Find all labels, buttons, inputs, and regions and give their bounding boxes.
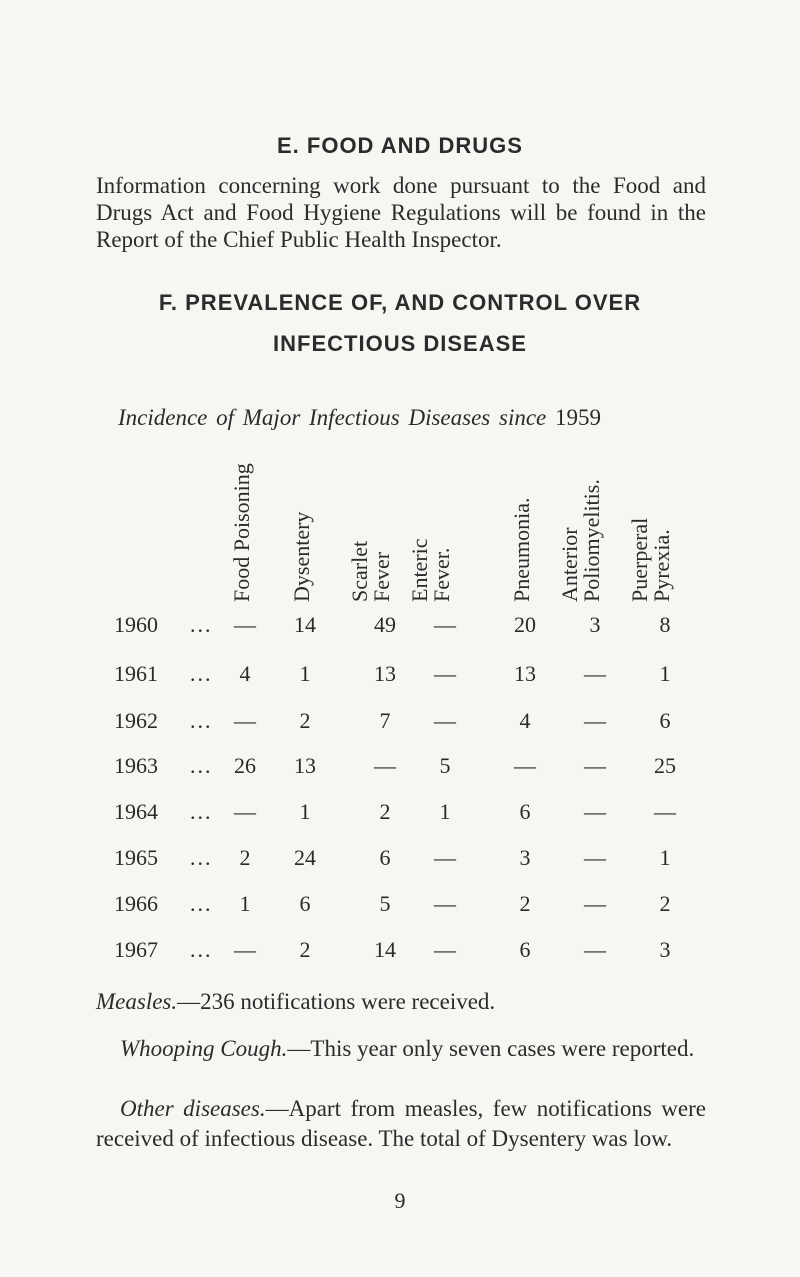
table-cell: — [434,612,456,637]
row-leader-dots: ... [190,799,213,824]
column-header [505,452,545,602]
table-cell: 1 [299,661,311,686]
table-cell: — [434,891,456,916]
other-label: Other diseases. [120,1096,266,1121]
column-header [627,452,685,602]
table-cell: 6 [519,937,531,962]
table-row [0,708,800,738]
whooping-text: —This year only seven cases were reported. [287,1036,695,1061]
row-year: 1961 [114,661,158,686]
table-cell: 3 [589,612,601,637]
table-caption-year: 1959 [555,405,601,430]
table-cell: 3 [519,845,531,870]
table-cell: 5 [439,753,451,778]
table-cell: 13 [514,661,536,686]
row-leader-dots: ... [190,891,213,916]
whooping-label: Whooping Cough. [120,1036,288,1061]
row-leader-dots: ... [190,708,213,733]
table-cell: 4 [239,661,251,686]
row-leader-dots: ... [190,661,213,686]
table-cell: 2 [239,845,251,870]
table-cell: 1 [659,661,671,686]
table-cell: 6 [519,799,531,824]
table-cell: 6 [659,708,671,733]
table-row [0,845,800,875]
table-cell: 13 [374,661,396,686]
column-header [407,452,465,602]
table-cell: 24 [294,845,316,870]
other-text: —Apart from measles, few notifications were received of infectious disease. The total of Dysentery was low. [96,1096,706,1151]
table-cell: 4 [519,708,531,733]
measles-note [96,985,706,1018]
table-cell: — [434,937,456,962]
table-cell: — [374,753,396,778]
table-row [0,612,800,642]
row-year: 1965 [114,845,158,870]
table-caption [118,405,698,431]
table-cell: 1 [239,891,251,916]
table-row [0,753,800,783]
column-header [285,452,325,602]
column-header [557,452,615,602]
column-header-label: Enteric Fever. [407,538,454,602]
column-header-label: Puerperal Pyrexia. [627,517,674,602]
row-year: 1966 [114,891,158,916]
table-cell: — [584,937,606,962]
table-cell: 6 [299,891,311,916]
table-cell: — [434,845,456,870]
table-cell: 14 [294,612,316,637]
table-row [0,799,800,829]
table-cell: 2 [379,799,391,824]
table-row [0,661,800,691]
table-cell: — [234,799,256,824]
page-number: 9 [394,1188,406,1213]
column-header-label: Dysentery [289,511,314,602]
whooping-cough-note [96,1034,706,1064]
table-cell: 26 [234,753,256,778]
table-cell: 1 [299,799,311,824]
table-cell: — [584,845,606,870]
measles-label: Measles. [96,989,178,1014]
table-row [0,891,800,921]
table-cell: 2 [519,891,531,916]
table-cell: — [584,708,606,733]
row-year: 1963 [114,753,158,778]
table-cell: 7 [379,708,391,733]
row-leader-dots: ... [190,753,213,778]
row-year: 1960 [114,612,158,637]
table-row [0,937,800,967]
column-header [347,452,405,602]
table-cell: 6 [379,845,391,870]
table-cell: 2 [299,937,311,962]
table-cell: — [434,661,456,686]
column-header-label: Food Poisoning [229,463,254,602]
table-cell: 1 [659,845,671,870]
table-cell: 1 [439,799,451,824]
table-cell: — [234,708,256,733]
table-cell: — [434,708,456,733]
row-leader-dots: ... [190,937,213,962]
table-cell: 8 [659,612,671,637]
table-cell: 13 [294,753,316,778]
column-header-label: Anterior Poliomyelitis. [557,479,604,602]
column-header-label: Pneumonia. [509,497,534,602]
row-leader-dots: ... [190,845,213,870]
section-e-heading: E. FOOD AND DRUGS [277,133,523,158]
table-cell: — [234,937,256,962]
table-cell: 25 [654,753,676,778]
section-e-text: Information concerning work done pursuant to the Food and Drugs Act and Food Hygiene Regulations will be found in the Report of the Chief Public Health Inspector. [96,173,706,252]
table-cell: — [584,661,606,686]
table-cell: — [584,799,606,824]
table-cell: 3 [659,937,671,962]
table-cell: — [514,753,536,778]
row-year: 1967 [114,937,158,962]
table-cell: 2 [659,891,671,916]
table-cell: 49 [374,612,396,637]
row-year: 1962 [114,708,158,733]
section-f-heading-line1: F. PREVALENCE OF, AND CONTROL OVER [158,290,642,315]
table-cell: — [654,799,676,824]
row-year: 1964 [114,799,158,824]
column-header-label: Scarlet Fever [347,540,394,602]
table-caption-text: Incidence of Major Infectious Diseases since [118,405,547,430]
column-header [225,452,265,602]
row-leader-dots: ... [190,612,213,637]
table-cell: 14 [374,937,396,962]
table-cell: — [584,891,606,916]
section-f-heading-line2: INFECTIOUS DISEASE [273,331,527,356]
table-cell: 2 [299,708,311,733]
table-cell: 20 [514,612,536,637]
other-diseases-note [96,1094,706,1154]
table-cell: — [584,753,606,778]
table-cell: — [234,612,256,637]
table-cell: 5 [379,891,391,916]
measles-text: —236 notifications were received. [177,989,496,1014]
